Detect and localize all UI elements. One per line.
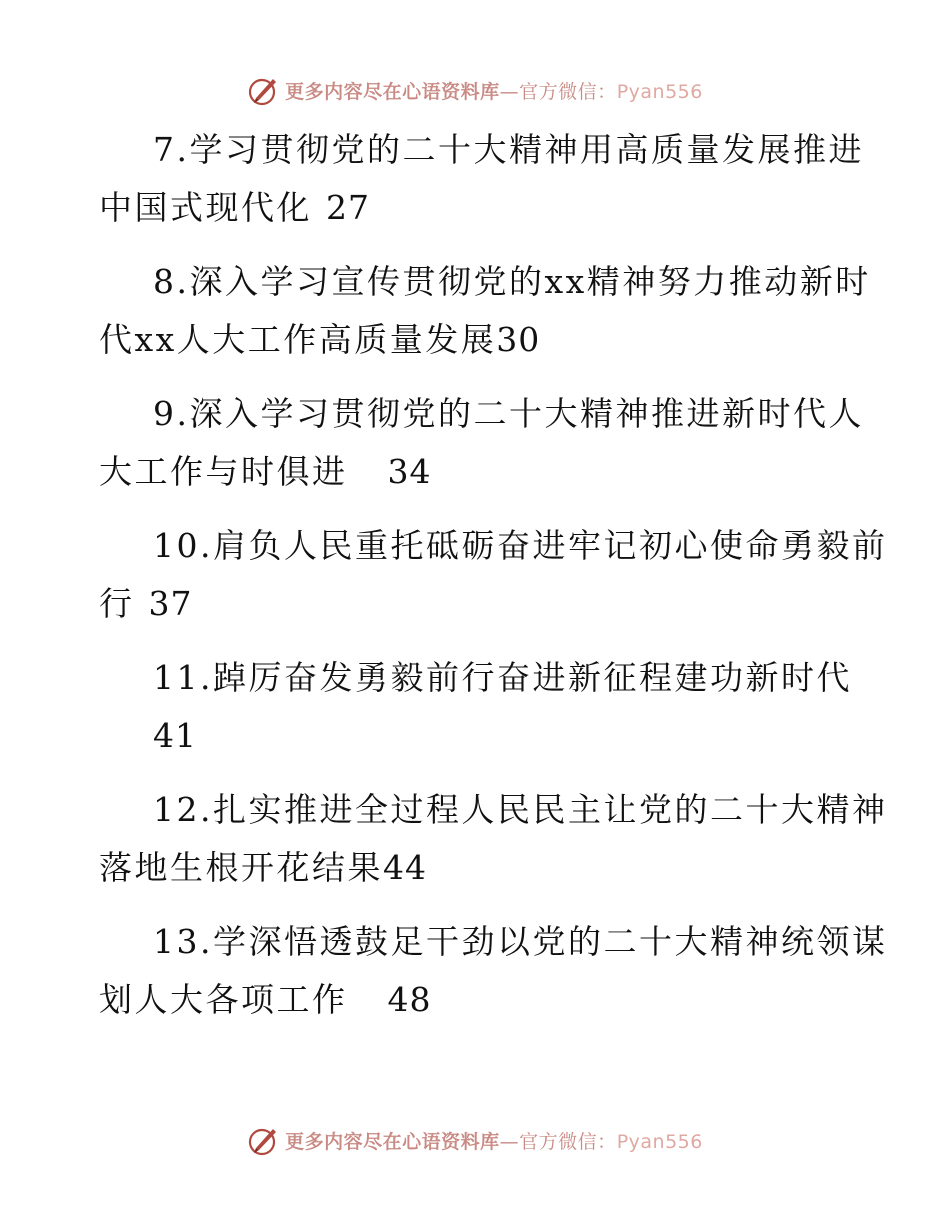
toc-entry-title-line1: 12.扎实推进全过程人民民主让党的二十大精神 (153, 790, 888, 829)
footer-watermark-text (285, 1127, 703, 1154)
toc-entry-title-cont: 落地生根开花结果 (99, 848, 383, 887)
header-brand-text: 更多内容尽在心语资料库 (285, 80, 500, 103)
toc-page-number: 37 (148, 584, 193, 623)
toc-entry-13 (0, 912, 950, 1044)
toc-entry-title-line1: 11.踔厉奋发勇毅前行奋进新征程建功新时代 (153, 658, 852, 697)
toc-entry-title-line1: 9.深入学习贯彻党的二十大精神推进新时代人 (153, 394, 864, 433)
header-wechat-id: Pyan556 (616, 80, 703, 103)
toc-entry-9 (0, 384, 950, 516)
toc-entry-title-line2 (153, 714, 197, 758)
toc-entry-10 (0, 516, 950, 648)
toc-entry-title-line2 (99, 186, 370, 230)
toc-entry-title-line1: 8.深入学习宣传贯彻党的xx精神努力推动新时 (153, 262, 871, 301)
header-dash: — (499, 80, 520, 103)
toc-entry-8 (0, 252, 950, 384)
toc-entry-title-cont: 大工作与时俱进 (99, 452, 348, 491)
footer-dash: — (499, 1130, 520, 1153)
footer-watermark (0, 1120, 950, 1160)
toc-page-number: 27 (326, 188, 370, 227)
quill-logo-icon (247, 1123, 281, 1157)
toc-entry-title-line1: 7.学习贯彻党的二十大精神用高质量发展推进 (153, 130, 864, 169)
header-watermark-text (285, 77, 703, 104)
toc-entry-title-line2 (99, 846, 427, 890)
header-wechat-label: 官方微信： (519, 80, 617, 103)
toc-page-number: 34 (387, 452, 432, 491)
toc-page-number: 44 (383, 848, 427, 887)
toc-page-number: 30 (496, 320, 541, 359)
footer-wechat-label: 官方微信： (519, 1130, 617, 1153)
toc-entry-7 (0, 120, 950, 252)
toc-entry-title-cont: 代xx人大工作高质量发展 (99, 320, 497, 359)
toc-entry-title-cont: 划人大各项工作 (99, 980, 348, 1019)
toc-entry-11 (0, 648, 950, 780)
header-watermark (0, 70, 950, 110)
toc-page-number: 41 (153, 716, 197, 755)
footer-brand-text: 更多内容尽在心语资料库 (285, 1130, 500, 1153)
quill-logo-icon (247, 73, 281, 107)
toc-entry-title-line1: 13.学深悟透鼓足干劲以党的二十大精神统领谋 (153, 922, 888, 961)
toc-page-number: 48 (387, 980, 432, 1019)
toc-entry-title-cont: 行 (99, 584, 135, 623)
toc-entry-title-line2 (99, 318, 540, 362)
toc-entry-12 (0, 780, 950, 912)
toc-entry-title-line1: 10.肩负人民重托砥砺奋进牢记初心使命勇毅前 (153, 526, 888, 565)
toc-entry-title-line2 (99, 978, 432, 1022)
toc-list (0, 120, 950, 1044)
footer-wechat-id: Pyan556 (616, 1130, 703, 1153)
toc-entry-title-cont: 中国式现代化 (99, 188, 312, 227)
toc-entry-title-line2 (99, 582, 193, 626)
toc-entry-title-line2 (99, 450, 432, 494)
